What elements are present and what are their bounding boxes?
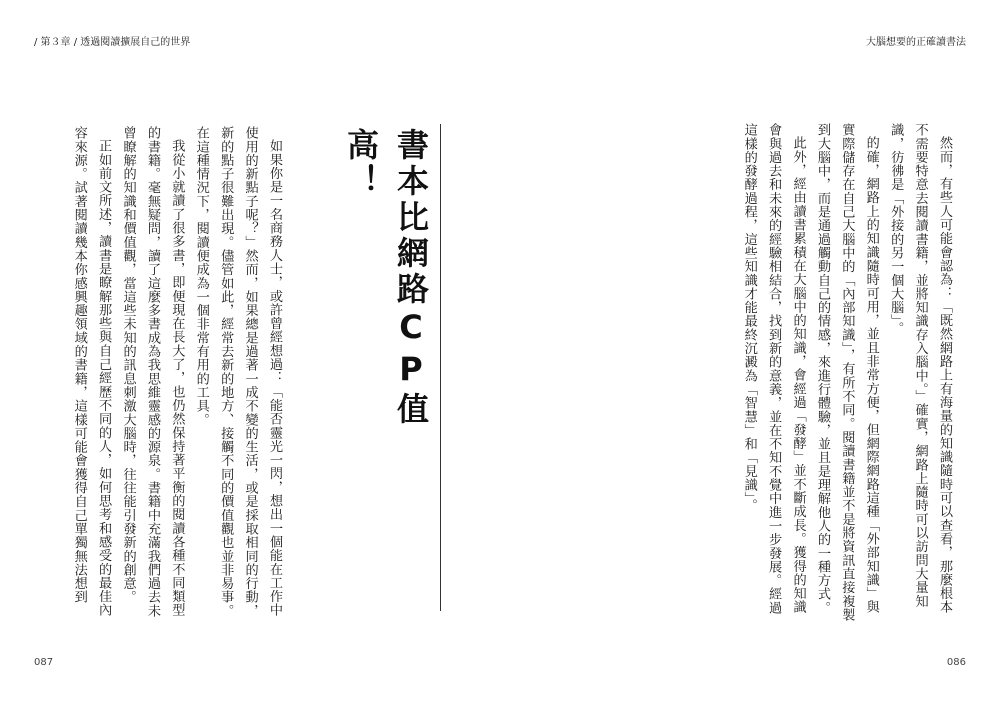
body-paragraph: 我從小就讀了很多書，即便現在長大了，也仍然保持著平衡的閱讀各種不同類型的書籍。毫無疑問，讀了這麼多書成為我思維靈感的源泉。書籍中充滿我們過去未曾瞭解的知識和價值觀，當這些未知的訊息刺激大腦時，往往能引發新的創意。 (120, 126, 185, 618)
running-header-chapter: / 第３章 / 透過閱讀擴展自己的世界 (34, 37, 191, 48)
running-header-book-title: 大腦想要的正確讀書法 (866, 37, 966, 48)
body-paragraph: 正如前文所述，讀書是瞭解那些與自己經歷不同的人，如何思考和感受的最佳內容來源。試著閱讀幾本你感興趣領域的書籍，這樣可能會獲得自己單獨無法想到 (71, 126, 112, 617)
right-page-body (716, 123, 956, 623)
page-number-right: 086 (946, 657, 966, 668)
body-paragraph: 的確，網路上的知識隨時可用，並且非常方便，但網際網路這種「外部知識」與實際儲存在自己大腦中的「內部知識」，有所不同。閱讀書籍並不是將資訊直接複製到大腦中，而是通過觸動自己的情感，來進行體驗，並且是理解他人的一種方式。 (814, 123, 879, 622)
body-paragraph: 如果你是一名商務人士，或許曾經想過：「能否靈光一閃，想出一個能在工作中使用的新點子呢？」然而，如果總是過著一成不變的生活，或是採取相同的行動，新的點子很難出現。儘管如此，經常去新的地方、接觸不同的價值觀也並非易事。在這種情況下，閱讀便成為一個非常有用的工具。 (193, 126, 282, 618)
heading-divider (440, 124, 441, 611)
page-number-left: 087 (34, 657, 54, 668)
body-paragraph: 然而，有些人可能會認為：「既然網路上有海量的知識隨時可以查看，那麼根本不需要特意去閱讀書籍，並將知識存入腦中。」確實，網路上隨時可以訪問大量知識，彷彿是「外接的另一個大腦」。 (888, 123, 952, 614)
body-paragraph: 此外，經由讀書累積在大腦中的知識，會經過「發酵」並不斷成長。獲得的知識會與過去和未來的經驗相結合，找到新的意義，並在不知不覺中進一步發展。經過這樣的發酵過程，這些知識才能最終沉澱為「智慧」和「見識」。 (741, 123, 806, 615)
left-page-body (62, 126, 286, 626)
section-heading: 書本比網路CP值高！ (342, 128, 430, 428)
